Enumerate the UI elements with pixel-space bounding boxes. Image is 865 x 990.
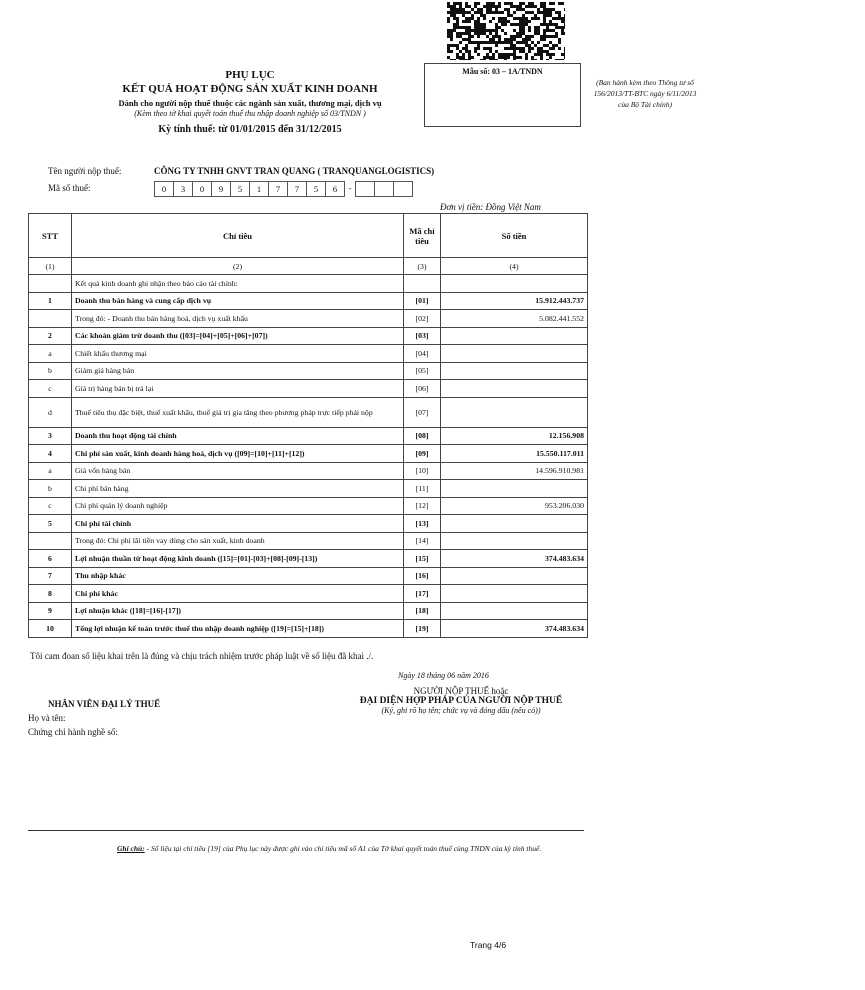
cell-code: [17] — [404, 585, 441, 603]
cell-name: Lợi nhuận thuần từ hoạt động kinh doanh ([15]=[01]-[03]+[08]-[09]-[13]) — [72, 550, 404, 568]
index-name: (2) — [72, 258, 404, 275]
tax-code-digit: 5 — [306, 181, 326, 197]
signature-line-2: ĐẠI DIỆN HỢP PHÁP CỦA NGƯỜI NỘP THUẾ — [359, 696, 563, 706]
table-index-row — [29, 258, 588, 275]
agent-name-label: Họ và tên: — [28, 713, 66, 723]
cell-name: Doanh thu hoạt động tài chính — [72, 427, 404, 445]
table-row — [29, 585, 588, 603]
cell-stt: 2 — [29, 327, 72, 345]
cell-amount: 374.483.634 — [441, 550, 588, 568]
cell-amount: 374.483.634 — [441, 620, 588, 638]
cell-amount — [441, 567, 588, 585]
cell-stt: 3 — [29, 427, 72, 445]
agent-title: NHÂN VIÊN ĐẠI LÝ THUẾ — [48, 699, 161, 709]
signature-line-1: NGƯỜI NỘP THUẾ hoặc — [413, 686, 509, 696]
footnote-text: - Số liệu tại chỉ tiêu [19] của Phụ lục này được ghi vào chỉ tiêu mã số A1 của Tờ khai quyết toán thuế cùng TNDN của kỳ tính thuế. — [144, 844, 542, 853]
cell-name: Thu nhập khác — [72, 567, 404, 585]
subtitle: Dành cho người nộp thuế thuộc các ngành sản xuất, thương mại, dịch vụ — [118, 98, 382, 108]
cell-code: [05] — [404, 362, 441, 380]
cell-code — [404, 275, 441, 293]
cell-amount: 14.596.910.981 — [441, 462, 588, 480]
table-row — [29, 292, 588, 310]
cell-name: Giá trị hàng bán bị trả lại — [72, 380, 404, 398]
agent-cert-label: Chứng chỉ hành nghề số: — [28, 727, 118, 737]
cell-amount: 953.206.030 — [441, 497, 588, 515]
cell-amount — [441, 345, 588, 363]
index-code: (3) — [404, 258, 441, 275]
cell-stt: 5 — [29, 515, 72, 533]
page-number: Trang 4/6 — [470, 940, 507, 950]
cell-amount — [441, 275, 588, 293]
cell-stt: 7 — [29, 567, 72, 585]
cell-name: Chi phí tài chính — [72, 515, 404, 533]
header-stt: STT — [29, 214, 72, 258]
cell-code: [12] — [404, 497, 441, 515]
cell-code: [13] — [404, 515, 441, 533]
taxpayer-name-label: Tên người nộp thuế: — [48, 166, 122, 176]
table-row — [29, 345, 588, 363]
cell-name: Doanh thu bán hàng và cung cấp dịch vụ — [72, 292, 404, 310]
header-name: Chỉ tiêu — [72, 214, 404, 258]
page-title: KẾT QUẢ HOẠT ĐỘNG SẢN XUẤT KINH DOANH — [122, 83, 378, 95]
cell-name: Tổng lợi nhuận kế toán trước thuế thu nhập doanh nghiệp ([19]=[15]+[18]) — [72, 620, 404, 638]
pledge-text: Tôi cam đoan số liệu khai trên là đúng và chịu trách nhiệm trước pháp luật về số liệu đã khai ./. — [30, 651, 374, 661]
cell-name: Thuế tiêu thụ đặc biệt, thuế xuất khẩu, thuế giá trị gia tăng theo phương pháp trực tiếp phải nộp — [72, 397, 404, 427]
cell-stt: a — [29, 345, 72, 363]
divider — [28, 830, 584, 831]
cell-stt: 9 — [29, 602, 72, 620]
cell-name: Kết quả kinh doanh ghi nhận theo báo cáo tài chính: — [72, 275, 404, 293]
cell-amount: 15.550.117.011 — [441, 445, 588, 463]
table-row — [29, 445, 588, 463]
tax-code-digit: 1 — [249, 181, 269, 197]
cell-name: Trong đó: - Doanh thu bán hàng hoá, dịch vụ xuất khẩu — [72, 310, 404, 328]
cell-name: Trong đó: Chi phí lãi tiền vay dùng cho sản xuất, kinh doanh — [72, 532, 404, 550]
table-row — [29, 310, 588, 328]
footnote — [117, 843, 557, 854]
cell-stt — [29, 532, 72, 550]
cell-stt: 6 — [29, 550, 72, 568]
table-row — [29, 427, 588, 445]
cell-amount: 15.912.443.737 — [441, 292, 588, 310]
table-row — [29, 567, 588, 585]
cell-code: [18] — [404, 602, 441, 620]
cell-amount: 12.156.908 — [441, 427, 588, 445]
title-appendix: PHỤ LỤC — [225, 69, 275, 81]
cell-name: Chiết khấu thương mại — [72, 345, 404, 363]
cell-code: [07] — [404, 397, 441, 427]
tax-code-digit: 3 — [173, 181, 193, 197]
cell-stt: c — [29, 380, 72, 398]
table-row — [29, 550, 588, 568]
cell-stt: b — [29, 362, 72, 380]
cell-code: [06] — [404, 380, 441, 398]
cell-name: Các khoản giảm trừ doanh thu ([03]=[04]+[05]+[06]+[07]) — [72, 327, 404, 345]
form-code: Mẫu số: 03 – 1A/TNDN — [462, 67, 543, 76]
sign-date: Ngày 18 tháng 06 năm 2016 — [398, 671, 489, 680]
table-row — [29, 602, 588, 620]
cell-amount — [441, 397, 588, 427]
cell-name: Giảm giá hàng bán — [72, 362, 404, 380]
attach-note: (Kèm theo tờ khai quyết toán thuế thu nhập doanh nghiệp số 03/TNDN ) — [134, 109, 366, 118]
cell-code: [04] — [404, 345, 441, 363]
table-row — [29, 327, 588, 345]
cell-code: [09] — [404, 445, 441, 463]
header-code: Mã chỉ tiêu — [404, 214, 441, 258]
table-row — [29, 497, 588, 515]
cell-amount — [441, 532, 588, 550]
cell-amount — [441, 515, 588, 533]
tax-code-digit: 0 — [154, 181, 174, 197]
form-note-3: của Bộ Tài chính) — [618, 100, 672, 109]
form-note-2: 156/2013/TT-BTC ngày 6/11/2013 — [593, 89, 697, 98]
tax-code-digit: 6 — [325, 181, 345, 197]
cell-code: [16] — [404, 567, 441, 585]
table-row — [29, 462, 588, 480]
currency-unit: Đơn vị tiền: Đồng Việt Nam — [440, 202, 541, 212]
table-row — [29, 397, 588, 427]
tax-code-digit: 5 — [230, 181, 250, 197]
cell-amount — [441, 602, 588, 620]
cell-name: Lợi nhuận khác ([18]=[16]-[17]) — [72, 602, 404, 620]
table-row — [29, 275, 588, 293]
cell-stt — [29, 275, 72, 293]
table-row — [29, 380, 588, 398]
cell-code: [03] — [404, 327, 441, 345]
cell-name: Chi phí sản xuất, kinh doanh hàng hoá, dịch vụ ([09]=[10]+[11]+[12]) — [72, 445, 404, 463]
taxpayer-name-value: CÔNG TY TNHH GNVT TRAN QUANG ( TRANQUANGLOGISTICS) — [154, 166, 435, 176]
tax-code-digit — [393, 181, 413, 197]
cell-stt: 4 — [29, 445, 72, 463]
table-header-row — [29, 214, 588, 258]
form-note-1: (Ban hành kèm theo Thông tư số — [596, 78, 694, 87]
cell-stt: 8 — [29, 585, 72, 603]
cell-amount — [441, 362, 588, 380]
table-row — [29, 515, 588, 533]
tax-code-digit — [374, 181, 394, 197]
footnote-label: Ghi chú: — [117, 844, 145, 853]
cell-stt: b — [29, 480, 72, 498]
cell-amount: 5.082.441.552 — [441, 310, 588, 328]
cell-code: [11] — [404, 480, 441, 498]
tax-code-digit: - — [348, 183, 352, 193]
cell-code: [14] — [404, 532, 441, 550]
cell-name: Chi phí quản lý doanh nghiệp — [72, 497, 404, 515]
tax-code-digit — [355, 181, 375, 197]
cell-stt: 1 — [29, 292, 72, 310]
tax-code-boxes — [154, 181, 412, 197]
taxpayer-signature-block — [341, 686, 581, 715]
cell-stt: a — [29, 462, 72, 480]
tax-period: Kỳ tính thuế: từ 01/01/2015 đến 31/12/2015 — [158, 124, 342, 135]
cell-code: [15] — [404, 550, 441, 568]
cell-code: [08] — [404, 427, 441, 445]
tax-code-digit: 7 — [287, 181, 307, 197]
cell-code: [19] — [404, 620, 441, 638]
cell-stt: d — [29, 397, 72, 427]
table-row — [29, 532, 588, 550]
table-row — [29, 620, 588, 638]
index-amount: (4) — [441, 258, 588, 275]
form-code-box — [424, 63, 697, 127]
cell-amount — [441, 327, 588, 345]
cell-amount — [441, 380, 588, 398]
cell-code: [10] — [404, 462, 441, 480]
tax-code-label: Mã số thuế: — [48, 183, 91, 193]
tax-code-digit: 7 — [268, 181, 288, 197]
cell-name: Chi phí bán hàng — [72, 480, 404, 498]
qr-code-icon — [447, 2, 565, 60]
cell-code: [02] — [404, 310, 441, 328]
tax-agent-block — [28, 699, 161, 737]
cell-stt: c — [29, 497, 72, 515]
cell-amount — [441, 480, 588, 498]
cell-stt: 10 — [29, 620, 72, 638]
tax-code-digit: 0 — [192, 181, 212, 197]
cell-stt — [29, 310, 72, 328]
header-amount: Số tiền — [441, 214, 588, 258]
index-stt: (1) — [29, 258, 72, 275]
cell-name: Chi phí khác — [72, 585, 404, 603]
table-row — [29, 480, 588, 498]
cell-name: Giá vốn hàng bán — [72, 462, 404, 480]
cell-code: [01] — [404, 292, 441, 310]
signature-line-3: (Ký, ghi rõ họ tên; chức vụ và đóng dấu (nếu có)) — [381, 706, 541, 715]
tax-code-digit: 9 — [211, 181, 231, 197]
results-table — [28, 213, 588, 638]
table-row — [29, 362, 588, 380]
cell-amount — [441, 585, 588, 603]
